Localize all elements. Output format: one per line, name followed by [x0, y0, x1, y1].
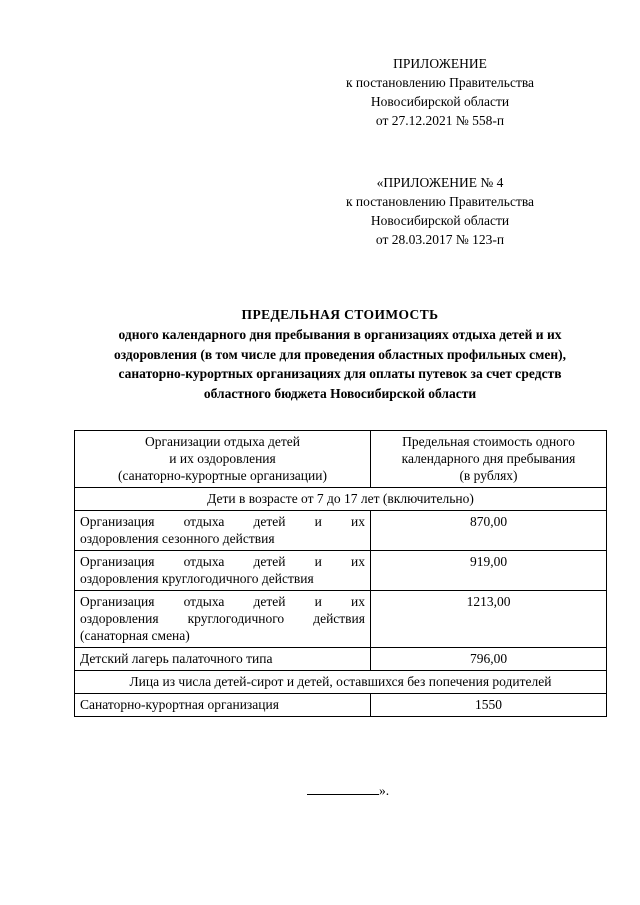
table-header-cost	[371, 430, 607, 487]
head-left-line-3: (санаторно-курортные организации)	[118, 467, 327, 483]
row-name-line-2: оздоровления сезонного действия	[80, 530, 275, 546]
row-value: 1550	[371, 693, 607, 716]
row-name	[75, 693, 371, 716]
row-name-line-1: Организация отдыха детей и их	[80, 593, 365, 609]
table-row	[75, 647, 607, 670]
title-line-3: санаторно-курортных организациях для оплаты путевок за счет средств	[118, 366, 562, 382]
header1-line-4: от 27.12.2021 № 558-п	[375, 113, 505, 129]
row-name-line-2: оздоровления круглогодичного действия	[80, 610, 365, 626]
row-name	[75, 550, 371, 590]
row-name-line-3: (санаторная смена)	[80, 627, 190, 643]
header1-line-2: к постановлению Правительства	[345, 75, 535, 91]
row-name	[75, 510, 371, 550]
table-row	[75, 510, 607, 550]
row-name	[75, 590, 371, 647]
section-children-age: Дети в возрасте от 7 до 17 лет (включительно)	[75, 487, 607, 510]
head-right-line-1: Предельная стоимость одного	[402, 433, 575, 449]
page-title: ПРЕДЕЛЬНАЯ СТОИМОСТЬ	[241, 307, 439, 323]
header-appendix-4	[290, 173, 590, 250]
table-row	[75, 693, 607, 716]
row-value: 796,00	[371, 647, 607, 670]
table-header-row	[75, 430, 607, 487]
title-line-2: оздоровления (в том числе для проведения областных профильных смен),	[114, 346, 566, 362]
head-right-line-2: календарного дня пребывания	[401, 450, 576, 466]
header2-line-4: от 28.03.2017 № 123-п	[375, 232, 505, 248]
row-name-line-1: Детский лагерь палаточного типа	[80, 650, 273, 666]
table-row	[75, 590, 607, 647]
row-name-line-1: Организация отдыха детей и их	[80, 513, 365, 529]
header2-line-3: Новосибирской области	[370, 212, 510, 228]
head-left-line-1: Организации отдыха детей	[145, 433, 300, 449]
footer-text: ».	[378, 782, 390, 798]
header2-line-1: «ПРИЛОЖЕНИЕ № 4	[376, 174, 504, 190]
table-section-row	[75, 487, 607, 510]
row-name	[75, 647, 371, 670]
row-value: 919,00	[371, 550, 607, 590]
footer-rule	[307, 783, 379, 795]
row-value: 870,00	[371, 510, 607, 550]
section-orphans: Лица из числа детей-сирот и детей, оставшихся без попечения родителей	[75, 670, 607, 693]
row-name-line-1: Санаторно-курортная организация	[80, 696, 279, 712]
header1-line-3: Новосибирской области	[370, 94, 510, 110]
table-section-row	[75, 670, 607, 693]
title-line-4: областного бюджета Новосибирской области	[203, 386, 477, 402]
header1-line-1: ПРИЛОЖЕНИЕ	[393, 56, 487, 71]
row-name-line-1: Организация отдыха детей и их	[80, 553, 365, 569]
table-row	[75, 550, 607, 590]
head-left-line-2: и их оздоровления	[169, 450, 276, 466]
document-title	[74, 305, 606, 404]
row-name-line-2: оздоровления круглогодичного действия	[80, 570, 314, 586]
document-footer	[74, 783, 606, 799]
title-line-1: одного календарного дня пребывания в организациях отдыха детей и их	[118, 326, 562, 342]
header-appendix-1	[290, 54, 590, 131]
head-right-line-3: (в рублях)	[459, 467, 518, 483]
row-value: 1213,00	[371, 590, 607, 647]
cost-table	[74, 430, 607, 717]
header2-line-2: к постановлению Правительства	[345, 193, 535, 209]
table-header-organizations	[75, 430, 371, 487]
